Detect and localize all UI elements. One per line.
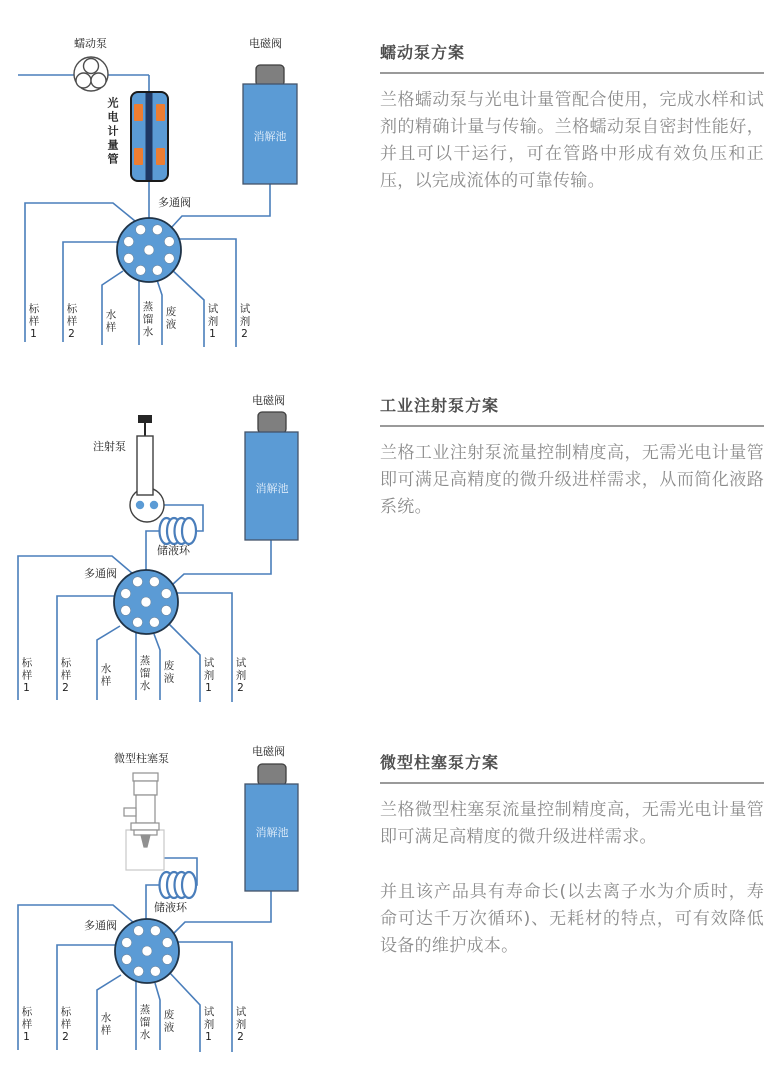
solenoid-valve-label: 电磁阀 (252, 745, 285, 758)
multiway-valve-label: 多通阀 (84, 567, 117, 580)
channel-label: 水样 (99, 663, 112, 688)
section-heading: 蠕动泵方案 (380, 43, 466, 62)
section-syringe (380, 393, 764, 521)
channel-label: 试剂1 (202, 1006, 215, 1045)
plunger-pump-icon (124, 773, 164, 870)
multiway-valve-icon (117, 218, 181, 282)
channel-label: 试剂1 (206, 303, 219, 342)
peristaltic-pump-label: 蠕动泵 (74, 37, 107, 50)
channel-label: 废液 (162, 1009, 175, 1034)
plunger-pump-label: 微型柱塞泵 (114, 752, 169, 765)
channel-label: 试剂2 (234, 1006, 247, 1045)
peristaltic-pump-icon (74, 57, 108, 91)
multiway-valve-icon (114, 570, 178, 634)
channel-label: 试剂2 (234, 657, 247, 696)
channel-label: 蒸馏水 (138, 1004, 151, 1042)
channel-label: 蒸馏水 (138, 655, 151, 693)
solenoid-valve-label: 电磁阀 (249, 37, 282, 50)
digestion-tank-label: 消解池 (255, 826, 289, 839)
storage-loop-label: 储液环 (157, 544, 190, 557)
section-heading: 工业注射泵方案 (380, 396, 500, 415)
channel-label: 试剂1 (202, 657, 215, 696)
channel-label: 标样1 (20, 1006, 33, 1045)
multiway-valve-label: 多通阀 (158, 196, 191, 209)
channel-label: 蒸馏水 (141, 301, 154, 339)
storage-loop-icon (160, 872, 197, 898)
channel-label: 标样2 (65, 303, 78, 342)
heading-rule (380, 425, 764, 427)
section-peristaltic (380, 40, 764, 195)
channel-label: 标样1 (20, 657, 33, 696)
syringe-pump-icon (130, 415, 164, 522)
section-paragraph: 兰格微型柱塞泵流量控制精度高，无需光电计量管即可满足高精度的微升级进样需求。 (380, 800, 764, 847)
heading-rule (380, 782, 764, 784)
section-paragraph: 兰格蠕动泵与光电计量管配合使用，完成水样和试剂的精确计量与传输。兰格蠕动泵自密封性能好，并且可以干运行，可在管路中形成有效负压和正压，以完成流体的可靠传输。 (380, 90, 764, 191)
channel-label: 水样 (104, 309, 117, 334)
photo-tube-label: 光电计量管 (106, 97, 119, 167)
multiway-valve-label: 多通阀 (84, 919, 117, 932)
channel-label: 废液 (164, 306, 177, 331)
section-plunger (380, 750, 764, 960)
section-paragraph: 兰格工业注射泵流量控制精度高，无需光电计量管即可满足高精度的微升级进样需求，从而简化液路系统。 (380, 443, 764, 517)
channel-label: 标样2 (59, 657, 72, 696)
photo-metering-tube-icon (131, 92, 168, 181)
digestion-tank-label: 消解池 (253, 130, 287, 143)
digestion-tank-icon (243, 65, 297, 184)
multiway-valve-icon (115, 919, 179, 983)
storage-loop-label: 储液环 (154, 901, 187, 914)
section-paragraph: 并且该产品具有寿命长(以去离子水为介质时，寿命可达千万次循环)、无耗材的特点，可有效降低设备的维护成本。 (380, 882, 764, 956)
digestion-tank-icon (245, 412, 298, 540)
channel-label: 标样1 (27, 303, 40, 342)
channel-label: 废液 (162, 660, 175, 685)
digestion-tank-label: 消解池 (255, 482, 289, 495)
channel-label: 水样 (99, 1012, 112, 1037)
section-heading: 微型柱塞泵方案 (380, 753, 500, 772)
solenoid-valve-label: 电磁阀 (252, 394, 285, 407)
heading-rule (380, 72, 764, 74)
channel-label: 标样2 (59, 1006, 72, 1045)
storage-loop-icon (160, 518, 197, 544)
syringe-pump-label: 注射泵 (93, 440, 126, 453)
channel-label: 试剂2 (238, 303, 251, 342)
